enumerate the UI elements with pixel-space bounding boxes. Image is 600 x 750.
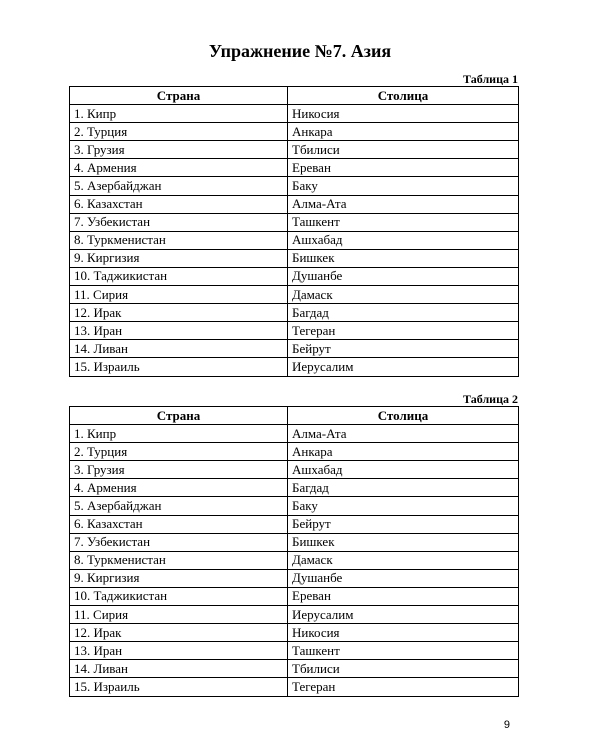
header-capital: Столица xyxy=(288,407,519,425)
table-row xyxy=(70,105,519,123)
country-cell: 6. Казахстан xyxy=(70,195,288,213)
country-cell: 13. Иран xyxy=(70,322,288,340)
page-title: Упражнение №7. Азия xyxy=(208,41,392,61)
country-cell: 12. Ирак xyxy=(70,624,288,642)
header-country: Страна xyxy=(70,407,288,425)
table-row xyxy=(70,159,519,177)
country-cell: 1. Кипр xyxy=(70,425,288,443)
country-cell: 4. Армения xyxy=(70,479,288,497)
table-row xyxy=(70,177,519,195)
capital-cell: Багдад xyxy=(288,479,519,497)
country-cell: 8. Туркменистан xyxy=(70,551,288,569)
capital-cell: Багдад xyxy=(288,304,519,322)
table-row xyxy=(70,443,519,461)
capital-cell: Бишкек xyxy=(288,249,519,267)
country-cell: 9. Киргизия xyxy=(70,249,288,267)
country-cell: 14. Ливан xyxy=(70,340,288,358)
country-cell: 15. Израиль xyxy=(70,358,288,376)
capital-cell: Ашхабад xyxy=(288,461,519,479)
table-row xyxy=(70,249,519,267)
capital-cell: Ташкент xyxy=(288,642,519,660)
capital-cell: Бейрут xyxy=(288,515,519,533)
country-cell: 10. Таджикистан xyxy=(70,267,288,285)
country-cell: 3. Грузия xyxy=(70,461,288,479)
table-row xyxy=(70,425,519,443)
capital-cell: Анкара xyxy=(288,123,519,141)
capital-cell: Иерусалим xyxy=(288,358,519,376)
country-cell: 2. Турция xyxy=(70,443,288,461)
country-cell: 7. Узбекистан xyxy=(70,533,288,551)
table-row xyxy=(70,569,519,587)
table-row xyxy=(70,660,519,678)
capital-cell: Тегеран xyxy=(288,322,519,340)
table-row xyxy=(70,551,519,569)
table-row xyxy=(70,123,519,141)
country-cell: 9. Киргизия xyxy=(70,569,288,587)
table-row xyxy=(70,479,519,497)
capital-cell: Душанбе xyxy=(288,569,519,587)
country-cell: 14. Ливан xyxy=(70,660,288,678)
capital-cell: Никосия xyxy=(288,624,519,642)
table-row xyxy=(70,678,519,696)
capital-cell: Дамаск xyxy=(288,286,519,304)
table-1-caption: Таблица 1 xyxy=(463,72,518,86)
country-cell: 1. Кипр xyxy=(70,105,288,123)
capital-cell: Анкара xyxy=(288,443,519,461)
table-row xyxy=(70,461,519,479)
country-cell: 11. Сирия xyxy=(70,606,288,624)
table-row xyxy=(70,515,519,533)
table-row xyxy=(70,340,519,358)
header-country: Страна xyxy=(70,87,288,105)
capital-cell: Ереван xyxy=(288,587,519,605)
capital-cell: Тбилиси xyxy=(288,141,519,159)
country-cell: 7. Узбекистан xyxy=(70,213,288,231)
country-cell: 4. Армения xyxy=(70,159,288,177)
table-2-caption: Таблица 2 xyxy=(463,392,518,406)
capital-cell: Иерусалим xyxy=(288,606,519,624)
table-row xyxy=(70,533,519,551)
country-cell: 5. Азербайджан xyxy=(70,497,288,515)
country-cell: 13. Иран xyxy=(70,642,288,660)
table-row xyxy=(70,231,519,249)
capital-cell: Баку xyxy=(288,497,519,515)
country-cell: 12. Ирак xyxy=(70,304,288,322)
capital-cell: Тбилиси xyxy=(288,660,519,678)
table-1 xyxy=(69,86,519,377)
country-cell: 11. Сирия xyxy=(70,286,288,304)
table-header-row xyxy=(70,87,519,105)
table-row xyxy=(70,642,519,660)
country-cell: 15. Израиль xyxy=(70,678,288,696)
table-row xyxy=(70,358,519,376)
capital-cell: Бейрут xyxy=(288,340,519,358)
capital-cell: Баку xyxy=(288,177,519,195)
header-capital: Столица xyxy=(288,87,519,105)
table-header-row xyxy=(70,407,519,425)
country-cell: 3. Грузия xyxy=(70,141,288,159)
capital-cell: Бишкек xyxy=(288,533,519,551)
capital-cell: Ашхабад xyxy=(288,231,519,249)
table-row xyxy=(70,141,519,159)
table-row xyxy=(70,606,519,624)
country-cell: 8. Туркменистан xyxy=(70,231,288,249)
table-2 xyxy=(69,406,519,697)
country-cell: 2. Турция xyxy=(70,123,288,141)
country-cell: 10. Таджикистан xyxy=(70,587,288,605)
table-row xyxy=(70,195,519,213)
table-row xyxy=(70,304,519,322)
table-row xyxy=(70,587,519,605)
capital-cell: Ереван xyxy=(288,159,519,177)
table-row xyxy=(70,624,519,642)
capital-cell: Алма-Ата xyxy=(288,195,519,213)
page-number: 9 xyxy=(503,719,510,731)
country-cell: 6. Казахстан xyxy=(70,515,288,533)
capital-cell: Алма-Ата xyxy=(288,425,519,443)
capital-cell: Душанбе xyxy=(288,267,519,285)
capital-cell: Ташкент xyxy=(288,213,519,231)
table-row xyxy=(70,286,519,304)
capital-cell: Никосия xyxy=(288,105,519,123)
country-cell: 5. Азербайджан xyxy=(70,177,288,195)
capital-cell: Тегеран xyxy=(288,678,519,696)
table-row xyxy=(70,213,519,231)
table-row xyxy=(70,267,519,285)
capital-cell: Дамаск xyxy=(288,551,519,569)
table-row xyxy=(70,322,519,340)
table-row xyxy=(70,497,519,515)
